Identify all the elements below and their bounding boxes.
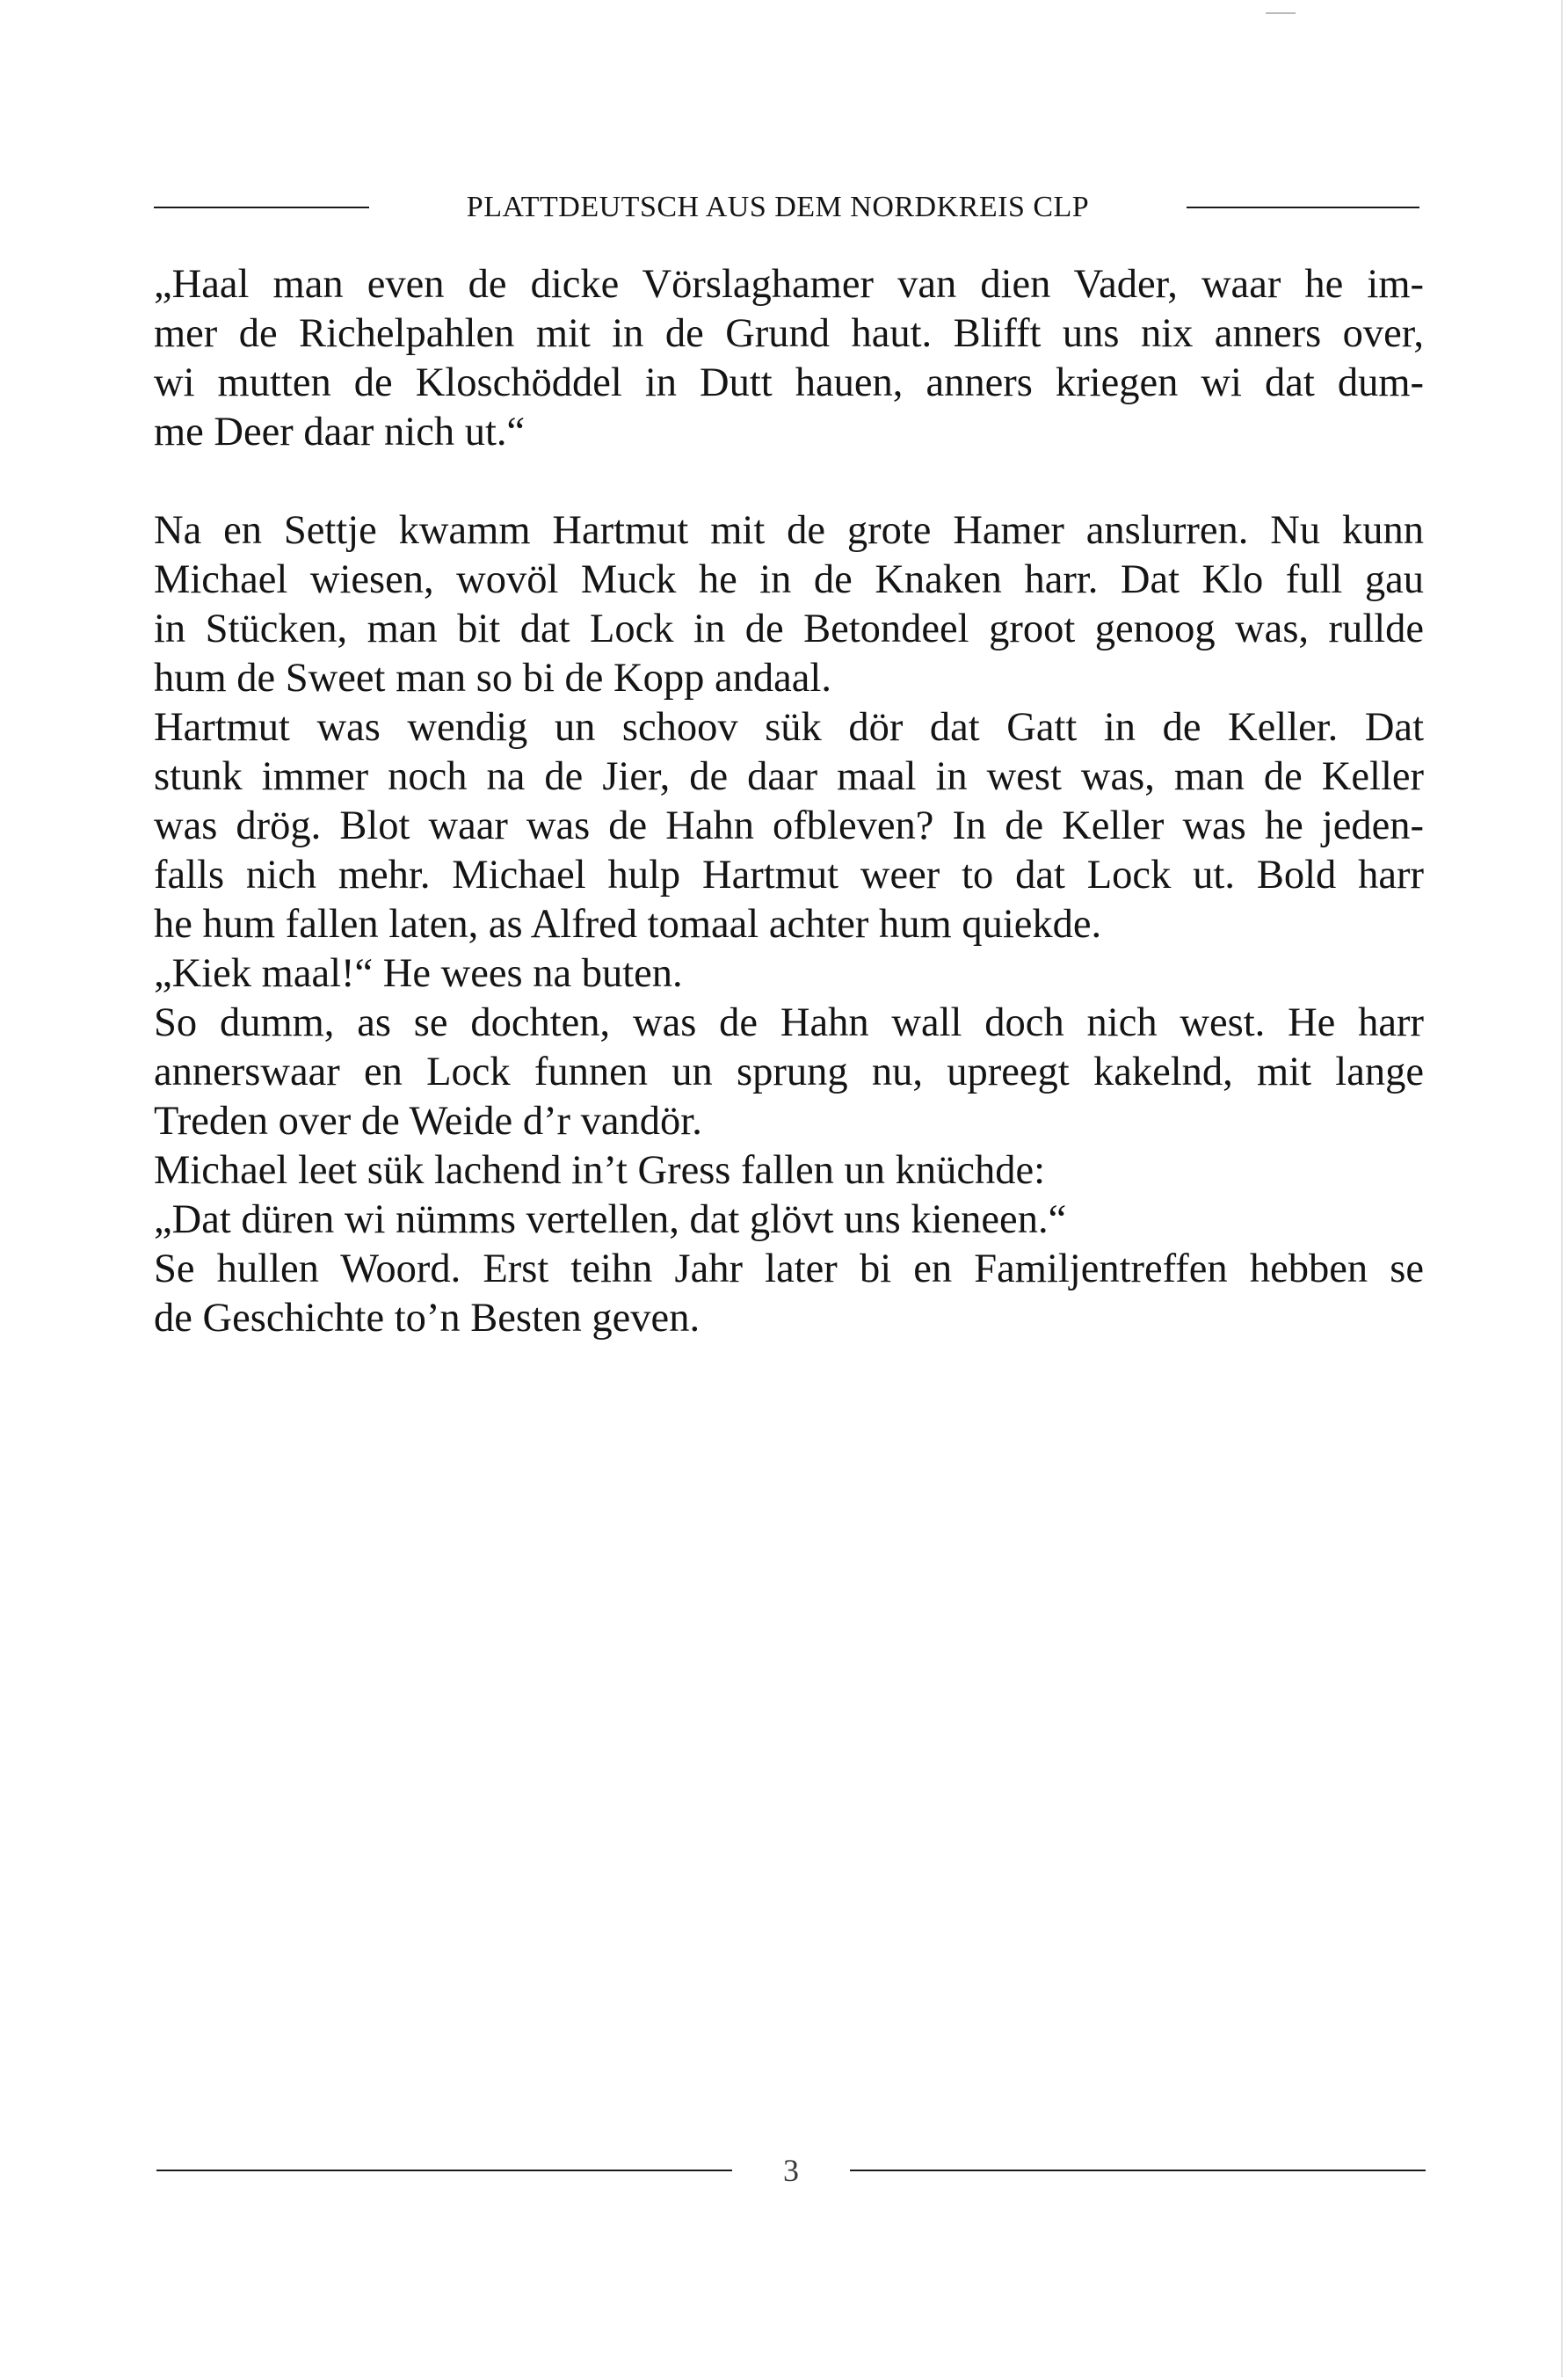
text-line: Hartmut was wendig un schoov sük dör dat Gatt in de Keller. Dat: [154, 705, 1424, 750]
text-line: Michael leet sük lachend in’t Gress fallen un knüchde:: [154, 1148, 1046, 1193]
paragraph-gap: [154, 457, 1424, 506]
text-line: „Dat düren wi nümms vertellen, dat glövt uns kieneen.“: [154, 1197, 1067, 1242]
text-line: So dumm, as se dochten, was de Hahn wall doch nich west. He harr: [154, 1000, 1424, 1045]
footer-rule-right: [850, 2170, 1426, 2171]
text-line: wi mutten de Kloschöddel in Dutt hauen, anners kriegen wi dat dum-: [154, 360, 1424, 405]
text-line: falls nich mehr. Michael hulp Hartmut weer to dat Lock ut. Bold harr: [154, 853, 1424, 898]
text-line: Treden over de Weide d’r vandör.: [154, 1099, 702, 1144]
running-header: [154, 183, 1419, 232]
text-line: Michael wiesen, wovöl Muck he in de Knaken harr. Dat Klo full gau: [154, 557, 1424, 602]
text-line: de Geschichte to’n Besten geven.: [154, 1296, 701, 1341]
text-line: annerswaar en Lock funnen un sprung nu, upreegt kakelnd, mit lange: [154, 1050, 1424, 1094]
running-header-title: PLATTDEUTSCH AUS DEM NORDKREIS CLP: [466, 191, 1090, 223]
header-rule-right: [1187, 207, 1419, 208]
page-edge: [1561, 0, 1563, 2377]
text-line: was drög. Blot waar was de Hahn ofbleven? In de Keller was he jeden-: [154, 803, 1424, 848]
page-footer: [156, 2148, 1426, 2192]
text-line: mer de Richelpahlen mit in de Grund haut. Blifft uns nix anners over,: [154, 311, 1424, 356]
text-line: he hum fallen laten, as Alfred tomaal achter hum quiekde.: [154, 902, 1102, 947]
footer-rule-left: [156, 2170, 732, 2171]
text-line: Na en Settje kwamm Hartmut mit de grote Hamer anslurren. Nu kunn: [154, 508, 1424, 553]
text-line: „Kiek maal!“ He wees na buten.: [154, 951, 683, 996]
text-line: Se hullen Woord. Erst teihn Jahr later bi en Familjentreffen hebben se: [154, 1247, 1424, 1291]
text-line: „Haal man even de dicke Vörslaghamer van dien Vader, waar he im-: [154, 262, 1424, 307]
text-line: stunk immer noch na de Jier, de daar maal in west was, man de Keller: [154, 754, 1424, 799]
text-line: hum de Sweet man so bi de Kopp andaal.: [154, 656, 831, 701]
text-line: in Stücken, man bit dat Lock in de Betondeel groot genoog was, rullde: [154, 607, 1424, 651]
scan-mark: [1266, 12, 1296, 14]
page-number: 3: [783, 2153, 799, 2188]
text-line: me Deer daar nich ut.“: [154, 410, 526, 454]
header-rule-left: [154, 207, 369, 208]
body-text: [154, 260, 1424, 1343]
